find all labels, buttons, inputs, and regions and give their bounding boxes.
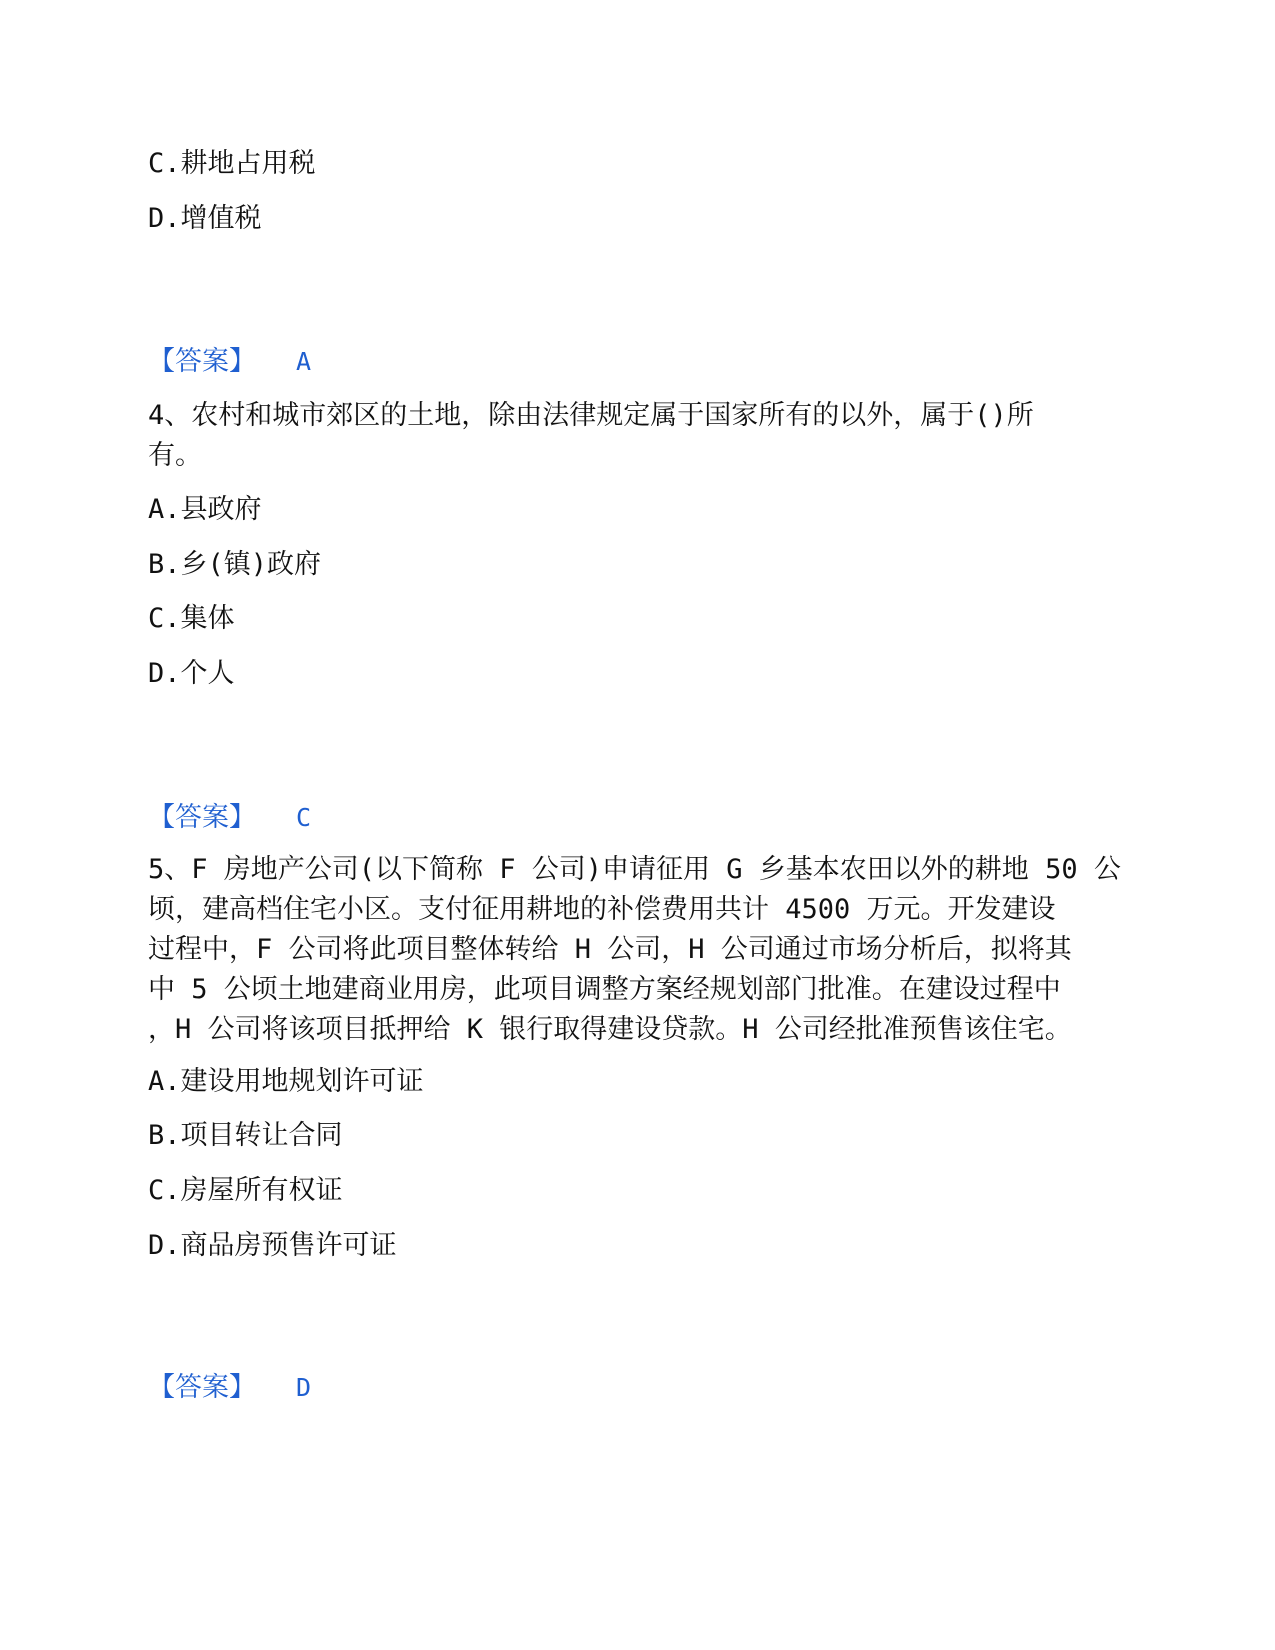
q5-question-line-3: 过程中，F 公司将此项目整体转给 H 公司，H 公司通过市场分析后，拟将其 — [148, 934, 1072, 965]
q5-question-line-4: 中 5 公顷土地建商业用房，此项目调整方案经规划部门批准。在建设过程中 — [148, 974, 1061, 1005]
q5-option-c: C.房屋所有权证 — [148, 1175, 343, 1206]
q4-option-b: B.乡(镇)政府 — [148, 549, 322, 580]
q4-answer-label: 【答案】 — [148, 802, 256, 833]
q4-question-line-2: 有。 — [148, 440, 202, 471]
q3-option-d: D.增值税 — [148, 203, 262, 234]
q3-option-c: C.耕地占用税 — [148, 148, 316, 179]
q4-option-c: C.集体 — [148, 603, 235, 634]
q5-question-line-2: 顷，建高档住宅小区。支付征用耕地的补偿费用共计 4500 万元。开发建设 — [148, 894, 1056, 925]
q4-option-a: A.县政府 — [148, 494, 262, 525]
q5-option-a: A.建设用地规划许可证 — [148, 1066, 424, 1097]
q5-question-line-1: 5、F 房地产公司(以下简称 F 公司)申请征用 G 乡基本农田以外的耕地 50 公 — [148, 854, 1121, 885]
q5-answer-value: D — [296, 1373, 312, 1402]
q5-question-line-5: ，H 公司将该项目抵押给 K 银行取得建设贷款。H 公司经批准预售该住宅。 — [148, 1014, 1072, 1045]
q4-question-line-1: 4、农村和城市郊区的土地，除由法律规定属于国家所有的以外，属于()所 — [148, 400, 1034, 431]
q3-answer-value: A — [296, 347, 312, 376]
q4-option-d: D.个人 — [148, 658, 235, 689]
q5-option-d: D.商品房预售许可证 — [148, 1230, 397, 1261]
q5-option-b: B.项目转让合同 — [148, 1120, 343, 1151]
q3-answer-label: 【答案】 — [148, 346, 256, 377]
q5-answer-label: 【答案】 — [148, 1372, 256, 1403]
q4-answer-value: C — [296, 803, 312, 832]
